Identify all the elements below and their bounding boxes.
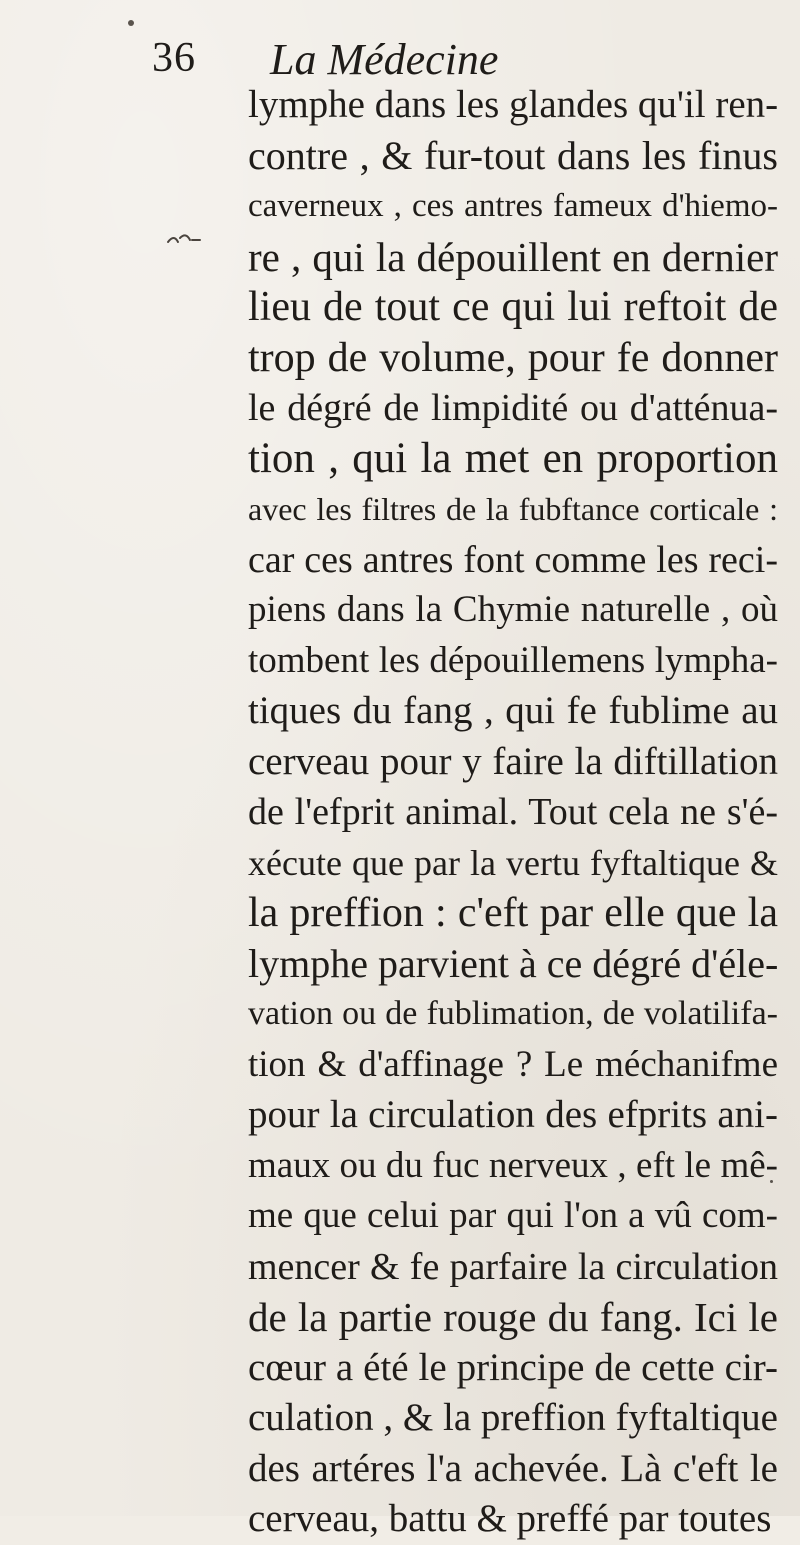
page-number: 36 bbox=[152, 35, 196, 81]
text-line: cerveau, battu & preffé par toutes bbox=[248, 1497, 772, 1540]
text-line: tion , qui la met en proportion bbox=[248, 434, 778, 482]
text-line: lymphe dans les glandes qu'il ren- bbox=[248, 83, 779, 126]
text-line: pour la circulation des efprits ani- bbox=[248, 1093, 778, 1136]
text-line: trop de volume, pour fe donner bbox=[248, 334, 778, 381]
text-line: contre , & fur-tout dans les finus bbox=[248, 132, 778, 178]
text-line: cœur a été le principe de cette cir- bbox=[248, 1345, 778, 1389]
text-line: culation , & la preffion fyftaltique bbox=[248, 1396, 778, 1439]
text-line: la preffion : c'eft par elle que la bbox=[248, 890, 778, 936]
text-line: avec les filtres de la fubftance corticale : bbox=[248, 491, 778, 527]
body-text bbox=[248, 80, 778, 1545]
running-title: La Médecine bbox=[270, 35, 499, 84]
text-line: car ces antres font comme les reci- bbox=[248, 538, 778, 581]
text-line: vation ou de fublimation, de volatilifa- bbox=[248, 995, 778, 1032]
text-line: tion & d'affinage ? Le méchanifme bbox=[248, 1043, 778, 1085]
text-line: me que celui par qui l'on a vû com- bbox=[248, 1195, 778, 1236]
text-line: maux ou du fuc nerveux , eft le mê- bbox=[248, 1144, 778, 1186]
text-line: de l'efprit animal. Tout cela ne s'é- bbox=[248, 791, 778, 833]
text-line: lieu de tout ce qui lui reftoit de bbox=[248, 284, 778, 330]
text-line: xécute que par la vertu fyftaltique & bbox=[248, 842, 778, 883]
text-line: de la partie rouge du fang. Ici le bbox=[248, 1294, 778, 1340]
text-line: tombent les dépouillemens lympha- bbox=[248, 639, 778, 681]
text-line: tiques du fang , qui fe fublime au bbox=[248, 689, 778, 732]
text-line: des artéres l'a achevée. Là c'eft le bbox=[248, 1446, 778, 1490]
text-line: le dégré de limpidité ou d'atténua- bbox=[248, 387, 778, 429]
margin-mark-icon bbox=[166, 228, 202, 252]
text-line: caverneux , ces antres fameux d'hiemo- bbox=[248, 188, 778, 224]
text-line: re , qui la dépouillent en dernier bbox=[248, 233, 778, 280]
text-line: mencer & fe parfaire la circulation bbox=[248, 1245, 778, 1288]
text-line: cerveau pour y faire la diftillation bbox=[248, 739, 778, 783]
text-line: lymphe parvient à ce dégré d'éle- bbox=[248, 940, 779, 986]
text-line: piens dans la Chymie naturelle , où bbox=[248, 589, 778, 630]
ink-speck bbox=[128, 20, 134, 26]
